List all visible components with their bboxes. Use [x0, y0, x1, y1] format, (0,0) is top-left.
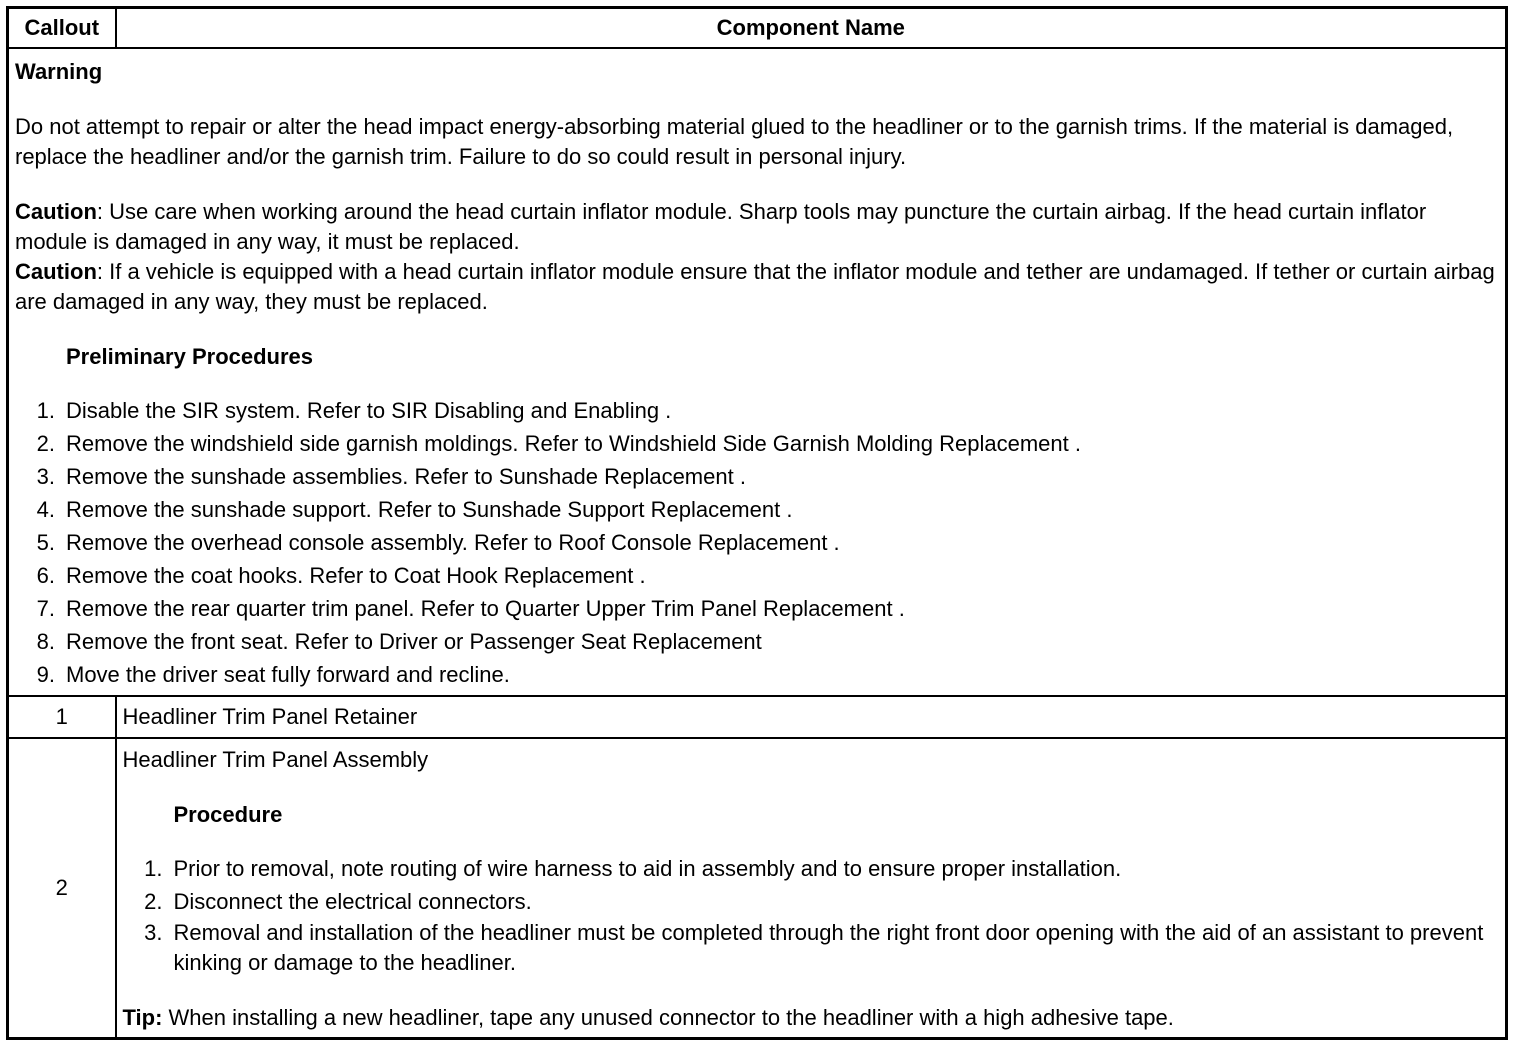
step-text: Remove the overhead console assembly. Refer to Roof Console Replacement . — [66, 530, 840, 555]
step-number: 2. — [36, 431, 55, 456]
list-item — [15, 559, 1499, 592]
caution-2-text: : If a vehicle is equipped with a head curtain inflator module ensure that the inflator module and tether are undamaged. If tether or curtain airbag are damaged in any way, they must be replaced. — [15, 259, 1495, 314]
step-number: 8. — [36, 629, 55, 654]
list-item — [15, 526, 1499, 559]
step-number: 9. — [36, 662, 55, 687]
caution-1 — [15, 197, 1499, 257]
step-number: 7. — [36, 596, 55, 621]
step-text: Prior to removal, note routing of wire harness to aid in assembly and to ensure proper installation. — [173, 856, 1122, 881]
warning-text: Do not attempt to repair or alter the head impact energy-absorbing material glued to the headliner or to the garnish trims. If the material is damaged, replace the headliner and/or the garnish trim. Failure to do so could result in personal injury. — [15, 114, 1454, 169]
step-text: Remove the rear quarter trim panel. Refer to Quarter Upper Trim Panel Replacement . — [66, 596, 905, 621]
preliminary-steps — [15, 394, 1499, 691]
step-number: 1. — [36, 398, 55, 423]
warning-title: Warning — [15, 59, 103, 84]
caution-2 — [15, 257, 1499, 317]
callout-number: 1 — [8, 696, 116, 738]
component-detail-cell — [116, 738, 1507, 1039]
component-table — [6, 6, 1508, 1040]
caution-2-label: Caution — [15, 259, 97, 284]
list-item — [15, 658, 1499, 691]
list-item — [15, 592, 1499, 625]
step-number: 5. — [36, 530, 55, 555]
intro-cell — [8, 48, 1507, 696]
list-item — [123, 852, 1500, 885]
step-number: 1. — [144, 856, 163, 881]
step-text: Remove the windshield side garnish moldings. Refer to Windshield Side Garnish Molding Replacement . — [66, 431, 1081, 456]
step-text: Remove the front seat. Refer to Driver or Passenger Seat Replacement — [66, 629, 762, 654]
tip-label: Tip: — [122, 1005, 163, 1030]
step-text: Disconnect the electrical connectors. — [173, 889, 532, 914]
table-row — [8, 696, 1507, 738]
component-name: Headliner Trim Panel Assembly — [122, 747, 429, 772]
callout-number: 2 — [8, 738, 116, 1039]
header-component-name: Component Name — [116, 8, 1507, 49]
list-item — [15, 625, 1499, 658]
step-number: 6. — [36, 563, 55, 588]
step-number: 2. — [144, 889, 163, 914]
list-item — [123, 885, 1500, 918]
step-text: Removal and installation of the headliner must be completed through the right front door opening with the aid of an assistant to prevent kinking or damage to the headliner. — [173, 920, 1484, 975]
header-callout: Callout — [8, 8, 116, 49]
tip-text: When installing a new headliner, tape any unused connector to the headliner with a high adhesive tape. — [162, 1005, 1174, 1030]
preliminary-title: Preliminary Procedures — [66, 344, 314, 369]
list-item — [123, 918, 1500, 978]
caution-1-label: Caution — [15, 199, 97, 224]
table-row — [8, 738, 1507, 1039]
tip — [123, 1003, 1500, 1033]
table-header-row — [8, 8, 1507, 49]
caution-1-text: : Use care when working around the head curtain inflator module. Sharp tools may puncture the curtain airbag. If the head curtain inflator module is damaged in any way, it must be replaced. — [15, 199, 1427, 254]
procedure-steps — [123, 852, 1500, 978]
intro-row — [8, 48, 1507, 696]
step-number: 3. — [144, 920, 163, 945]
step-number: 4. — [36, 497, 55, 522]
step-text: Disable the SIR system. Refer to SIR Disabling and Enabling . — [66, 398, 672, 423]
step-text: Move the driver seat fully forward and recline. — [66, 662, 510, 687]
list-item — [15, 493, 1499, 526]
step-number: 3. — [36, 464, 55, 489]
procedure-title: Procedure — [173, 802, 283, 827]
step-text: Remove the sunshade assemblies. Refer to Sunshade Replacement . — [66, 464, 746, 489]
step-text: Remove the coat hooks. Refer to Coat Hook Replacement . — [66, 563, 646, 588]
step-text: Remove the sunshade support. Refer to Sunshade Support Replacement . — [66, 497, 793, 522]
list-item — [15, 460, 1499, 493]
list-item — [15, 394, 1499, 427]
list-item — [15, 427, 1499, 460]
component-name: Headliner Trim Panel Retainer — [116, 696, 1507, 738]
